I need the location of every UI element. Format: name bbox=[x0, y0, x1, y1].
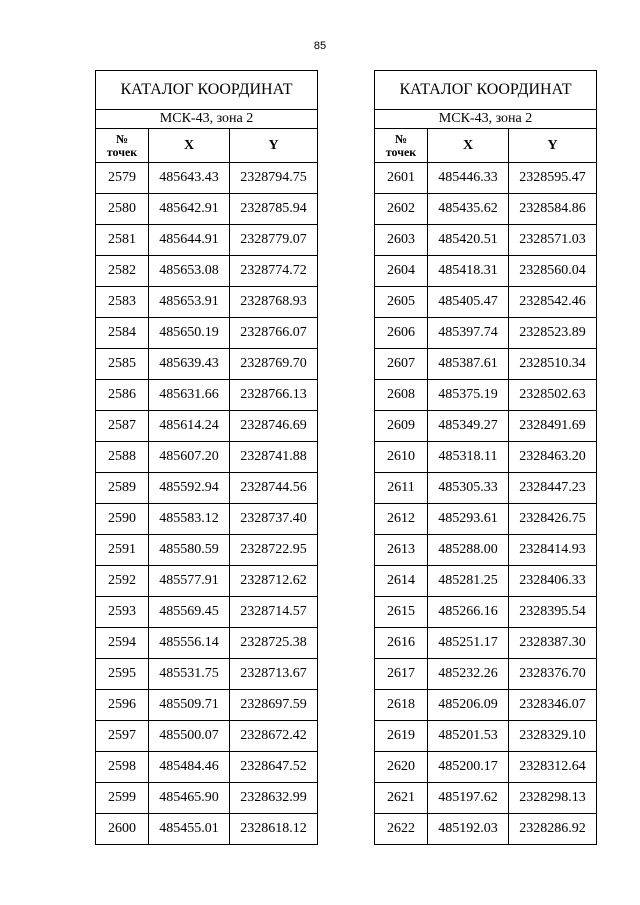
point-number-cell: 2609 bbox=[375, 411, 428, 442]
x-coordinate-cell: 485418.31 bbox=[428, 256, 509, 287]
table-row bbox=[375, 411, 597, 442]
page-number: 85 bbox=[313, 40, 327, 52]
table-row bbox=[96, 473, 318, 504]
point-number-cell: 2617 bbox=[375, 659, 428, 690]
y-column-header: Y bbox=[509, 129, 597, 163]
point-number-cell: 2614 bbox=[375, 566, 428, 597]
x-coordinate-cell: 485232.26 bbox=[428, 659, 509, 690]
y-coordinate-cell: 2328768.93 bbox=[230, 287, 318, 318]
x-coordinate-cell: 485650.19 bbox=[149, 318, 230, 349]
point-number-cell: 2608 bbox=[375, 380, 428, 411]
x-coordinate-cell: 485455.01 bbox=[149, 814, 230, 845]
y-coordinate-cell: 2328779.07 bbox=[230, 225, 318, 256]
table-row bbox=[96, 721, 318, 752]
point-number-cell: 2621 bbox=[375, 783, 428, 814]
x-coordinate-cell: 485556.14 bbox=[149, 628, 230, 659]
point-number-cell: 2591 bbox=[96, 535, 149, 566]
point-number-cell: 2595 bbox=[96, 659, 149, 690]
y-coordinate-cell: 2328632.99 bbox=[230, 783, 318, 814]
x-coordinate-cell: 485607.20 bbox=[149, 442, 230, 473]
x-coordinate-cell: 485653.08 bbox=[149, 256, 230, 287]
table-row bbox=[96, 597, 318, 628]
y-coordinate-cell: 2328329.10 bbox=[509, 721, 597, 752]
x-coordinate-cell: 485643.43 bbox=[149, 163, 230, 194]
table-row bbox=[96, 783, 318, 814]
y-coordinate-cell: 2328491.69 bbox=[509, 411, 597, 442]
x-coordinate-cell: 485318.11 bbox=[428, 442, 509, 473]
point-number-cell: 2620 bbox=[375, 752, 428, 783]
point-number-cell: 2610 bbox=[375, 442, 428, 473]
y-coordinate-cell: 2328774.72 bbox=[230, 256, 318, 287]
point-number-cell: 2599 bbox=[96, 783, 149, 814]
y-coordinate-cell: 2328714.57 bbox=[230, 597, 318, 628]
table-row bbox=[375, 380, 597, 411]
x-coordinate-cell: 485266.16 bbox=[428, 597, 509, 628]
table-row bbox=[375, 318, 597, 349]
y-coordinate-cell: 2328785.94 bbox=[230, 194, 318, 225]
point-number-header-label: точек bbox=[385, 144, 417, 159]
table-row bbox=[375, 690, 597, 721]
table-row bbox=[375, 256, 597, 287]
point-number-cell: 2593 bbox=[96, 597, 149, 628]
y-coordinate-cell: 2328542.46 bbox=[509, 287, 597, 318]
point-number-cell: 2585 bbox=[96, 349, 149, 380]
y-coordinate-cell: 2328713.67 bbox=[230, 659, 318, 690]
point-number-cell: 2603 bbox=[375, 225, 428, 256]
table-row bbox=[96, 535, 318, 566]
point-number-cell: 2584 bbox=[96, 318, 149, 349]
y-coordinate-cell: 2328584.86 bbox=[509, 194, 597, 225]
y-coordinate-cell: 2328502.63 bbox=[509, 380, 597, 411]
y-coordinate-cell: 2328286.92 bbox=[509, 814, 597, 845]
table-row bbox=[375, 721, 597, 752]
table-row bbox=[96, 628, 318, 659]
x-coordinate-cell: 485642.91 bbox=[149, 194, 230, 225]
point-number-cell: 2588 bbox=[96, 442, 149, 473]
point-number-cell: 2619 bbox=[375, 721, 428, 752]
y-coordinate-cell: 2328560.04 bbox=[509, 256, 597, 287]
x-coordinate-cell: 485293.61 bbox=[428, 504, 509, 535]
point-number-header-symbol: № bbox=[394, 131, 408, 146]
point-number-cell: 2579 bbox=[96, 163, 149, 194]
y-coordinate-cell: 2328426.75 bbox=[509, 504, 597, 535]
table-row bbox=[375, 442, 597, 473]
x-column-header: X bbox=[428, 129, 509, 163]
y-coordinate-cell: 2328406.33 bbox=[509, 566, 597, 597]
x-coordinate-cell: 485446.33 bbox=[428, 163, 509, 194]
table-row bbox=[96, 349, 318, 380]
table-row bbox=[375, 659, 597, 690]
y-coordinate-cell: 2328766.07 bbox=[230, 318, 318, 349]
point-number-cell: 2612 bbox=[375, 504, 428, 535]
table-row bbox=[96, 814, 318, 845]
y-coordinate-cell: 2328618.12 bbox=[230, 814, 318, 845]
x-coordinate-cell: 485420.51 bbox=[428, 225, 509, 256]
x-coordinate-cell: 485614.24 bbox=[149, 411, 230, 442]
table-row bbox=[375, 752, 597, 783]
table-row bbox=[375, 473, 597, 504]
table-row bbox=[96, 659, 318, 690]
table-row bbox=[375, 194, 597, 225]
y-coordinate-cell: 2328697.59 bbox=[230, 690, 318, 721]
table-row bbox=[96, 163, 318, 194]
x-column-header: X bbox=[149, 129, 230, 163]
y-coordinate-cell: 2328346.07 bbox=[509, 690, 597, 721]
point-number-cell: 2581 bbox=[96, 225, 149, 256]
point-number-cell: 2592 bbox=[96, 566, 149, 597]
y-coordinate-cell: 2328387.30 bbox=[509, 628, 597, 659]
point-number-cell: 2590 bbox=[96, 504, 149, 535]
point-number-cell: 2583 bbox=[96, 287, 149, 318]
x-coordinate-cell: 485583.12 bbox=[149, 504, 230, 535]
y-coordinate-cell: 2328312.64 bbox=[509, 752, 597, 783]
point-number-cell: 2613 bbox=[375, 535, 428, 566]
y-coordinate-cell: 2328298.13 bbox=[509, 783, 597, 814]
y-coordinate-cell: 2328571.03 bbox=[509, 225, 597, 256]
x-coordinate-cell: 485305.33 bbox=[428, 473, 509, 504]
point-number-cell: 2616 bbox=[375, 628, 428, 659]
coordinate-system-subtitle: МСК-43, зона 2 bbox=[96, 110, 318, 129]
point-number-cell: 2606 bbox=[375, 318, 428, 349]
y-coordinate-cell: 2328414.93 bbox=[509, 535, 597, 566]
point-number-cell: 2580 bbox=[96, 194, 149, 225]
point-number-cell: 2600 bbox=[96, 814, 149, 845]
table-row bbox=[375, 535, 597, 566]
point-number-cell: 2586 bbox=[96, 380, 149, 411]
table-row bbox=[96, 194, 318, 225]
point-number-header-symbol: № bbox=[115, 131, 129, 146]
point-number-cell: 2622 bbox=[375, 814, 428, 845]
point-number-cell: 2594 bbox=[96, 628, 149, 659]
x-coordinate-cell: 485349.27 bbox=[428, 411, 509, 442]
table-row bbox=[375, 597, 597, 628]
table-row bbox=[375, 504, 597, 535]
point-number-cell: 2604 bbox=[375, 256, 428, 287]
x-coordinate-cell: 485201.53 bbox=[428, 721, 509, 752]
y-coordinate-cell: 2328712.62 bbox=[230, 566, 318, 597]
table-row bbox=[375, 566, 597, 597]
point-number-cell: 2611 bbox=[375, 473, 428, 504]
x-coordinate-cell: 485375.19 bbox=[428, 380, 509, 411]
x-coordinate-cell: 485592.94 bbox=[149, 473, 230, 504]
point-number-cell: 2602 bbox=[375, 194, 428, 225]
point-number-cell: 2615 bbox=[375, 597, 428, 628]
point-number-cell: 2601 bbox=[375, 163, 428, 194]
point-number-cell: 2605 bbox=[375, 287, 428, 318]
y-coordinate-cell: 2328725.38 bbox=[230, 628, 318, 659]
x-coordinate-cell: 485251.17 bbox=[428, 628, 509, 659]
table-row bbox=[96, 380, 318, 411]
x-coordinate-cell: 485192.03 bbox=[428, 814, 509, 845]
table-row bbox=[96, 287, 318, 318]
y-coordinate-cell: 2328722.95 bbox=[230, 535, 318, 566]
x-coordinate-cell: 485206.09 bbox=[428, 690, 509, 721]
y-coordinate-cell: 2328595.47 bbox=[509, 163, 597, 194]
table-row bbox=[375, 287, 597, 318]
table-row bbox=[96, 411, 318, 442]
x-coordinate-cell: 485288.00 bbox=[428, 535, 509, 566]
table-row bbox=[96, 690, 318, 721]
x-coordinate-cell: 485644.91 bbox=[149, 225, 230, 256]
table-row bbox=[96, 225, 318, 256]
table-row bbox=[375, 225, 597, 256]
table-row bbox=[375, 814, 597, 845]
table-row bbox=[375, 163, 597, 194]
x-coordinate-cell: 485405.47 bbox=[428, 287, 509, 318]
y-column-header: Y bbox=[230, 129, 318, 163]
x-coordinate-cell: 485531.75 bbox=[149, 659, 230, 690]
coordinate-system-subtitle: МСК-43, зона 2 bbox=[375, 110, 597, 129]
point-number-cell: 2589 bbox=[96, 473, 149, 504]
table-row bbox=[96, 256, 318, 287]
x-coordinate-cell: 485653.91 bbox=[149, 287, 230, 318]
y-coordinate-cell: 2328766.13 bbox=[230, 380, 318, 411]
coordinate-catalog-table-right bbox=[374, 70, 597, 845]
y-coordinate-cell: 2328447.23 bbox=[509, 473, 597, 504]
table-row bbox=[96, 504, 318, 535]
table-row bbox=[96, 566, 318, 597]
y-coordinate-cell: 2328769.70 bbox=[230, 349, 318, 380]
x-coordinate-cell: 485197.62 bbox=[428, 783, 509, 814]
y-coordinate-cell: 2328744.56 bbox=[230, 473, 318, 504]
x-coordinate-cell: 485397.74 bbox=[428, 318, 509, 349]
coordinate-catalog-table-left bbox=[95, 70, 318, 845]
point-number-cell: 2596 bbox=[96, 690, 149, 721]
x-coordinate-cell: 485465.90 bbox=[149, 783, 230, 814]
y-coordinate-cell: 2328510.34 bbox=[509, 349, 597, 380]
y-coordinate-cell: 2328737.40 bbox=[230, 504, 318, 535]
table-row bbox=[96, 318, 318, 349]
table-row bbox=[375, 349, 597, 380]
table-row bbox=[96, 442, 318, 473]
point-number-header bbox=[375, 129, 428, 163]
point-number-cell: 2598 bbox=[96, 752, 149, 783]
point-number-cell: 2618 bbox=[375, 690, 428, 721]
x-coordinate-cell: 485509.71 bbox=[149, 690, 230, 721]
table-row bbox=[96, 752, 318, 783]
point-number-cell: 2582 bbox=[96, 256, 149, 287]
x-coordinate-cell: 485631.66 bbox=[149, 380, 230, 411]
x-coordinate-cell: 485484.46 bbox=[149, 752, 230, 783]
y-coordinate-cell: 2328395.54 bbox=[509, 597, 597, 628]
point-number-header bbox=[96, 129, 149, 163]
x-coordinate-cell: 485580.59 bbox=[149, 535, 230, 566]
x-coordinate-cell: 485435.62 bbox=[428, 194, 509, 225]
x-coordinate-cell: 485500.07 bbox=[149, 721, 230, 752]
table-row bbox=[375, 783, 597, 814]
x-coordinate-cell: 485387.61 bbox=[428, 349, 509, 380]
y-coordinate-cell: 2328376.70 bbox=[509, 659, 597, 690]
y-coordinate-cell: 2328672.42 bbox=[230, 721, 318, 752]
y-coordinate-cell: 2328523.89 bbox=[509, 318, 597, 349]
x-coordinate-cell: 485639.43 bbox=[149, 349, 230, 380]
table-row bbox=[375, 628, 597, 659]
point-number-cell: 2607 bbox=[375, 349, 428, 380]
x-coordinate-cell: 485281.25 bbox=[428, 566, 509, 597]
x-coordinate-cell: 485577.91 bbox=[149, 566, 230, 597]
point-number-cell: 2597 bbox=[96, 721, 149, 752]
x-coordinate-cell: 485200.17 bbox=[428, 752, 509, 783]
point-number-header-label: точек bbox=[106, 144, 138, 159]
y-coordinate-cell: 2328746.69 bbox=[230, 411, 318, 442]
y-coordinate-cell: 2328741.88 bbox=[230, 442, 318, 473]
catalog-title: КАТАЛОГ КООРДИНАТ bbox=[96, 71, 318, 110]
y-coordinate-cell: 2328463.20 bbox=[509, 442, 597, 473]
y-coordinate-cell: 2328794.75 bbox=[230, 163, 318, 194]
catalog-title: КАТАЛОГ КООРДИНАТ bbox=[375, 71, 597, 110]
y-coordinate-cell: 2328647.52 bbox=[230, 752, 318, 783]
x-coordinate-cell: 485569.45 bbox=[149, 597, 230, 628]
point-number-cell: 2587 bbox=[96, 411, 149, 442]
